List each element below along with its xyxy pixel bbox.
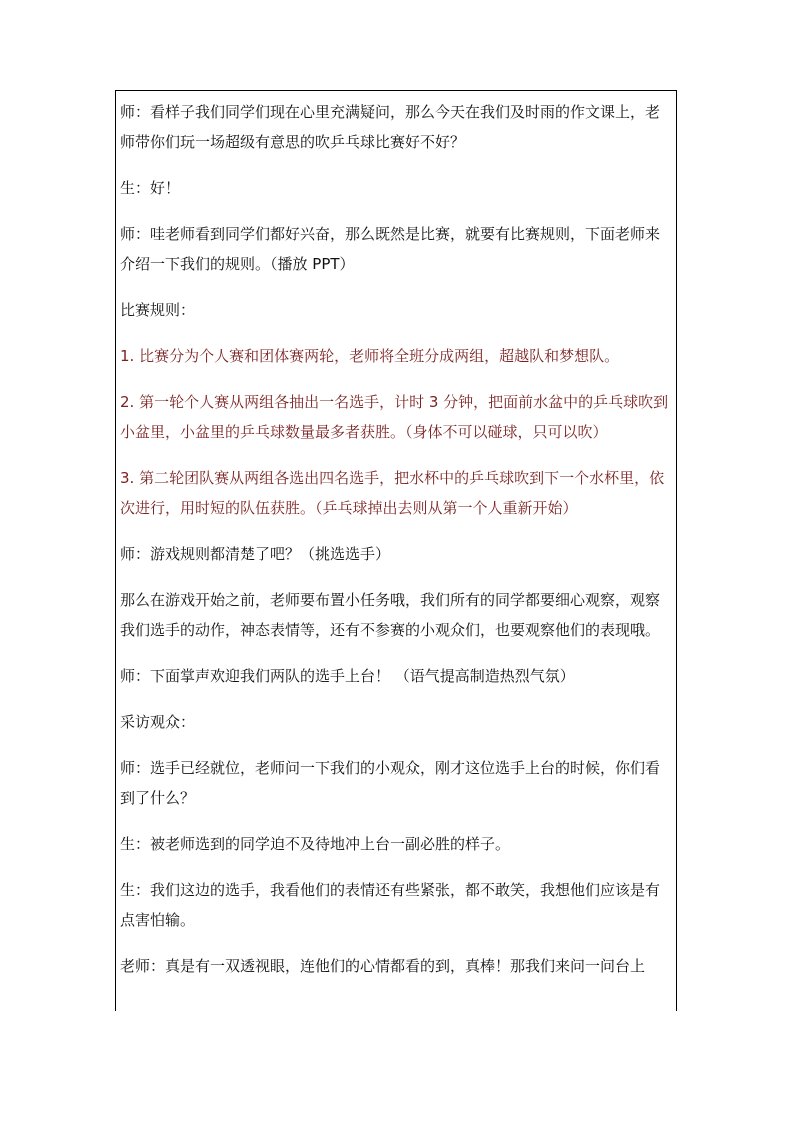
rule-item-3: 3. 第二轮团队赛从两组各选出四名选手，把水杯中的乒乓球吹到下一个水杯里，依次进行，用时短的队伍获胜。（乒乓球掉出去则从第一个人重新开始） (120, 469, 665, 517)
paragraph-13: 生：被老师选到的同学迫不及待地冲上台一副必胜的样子。 (120, 835, 511, 853)
paragraph-9: 那么在游戏开始之前，老师要布置小任务哦，我们所有的同学都要细心观察，观察我们选手的动作，神态表情等，还有不参赛的小观众们，也要观察他们的表现哦。 (120, 591, 661, 639)
paragraph-3: 师：哇老师看到同学们都好兴奋，那么既然是比赛，就要有比赛规则，下面老师来介绍一下我们的规则。（播放 PPT） (120, 225, 661, 273)
paragraph-14: 生：我们这边的选手，我看他们的表情还有些紧张，都不敢笑，我想他们应该是有点害怕输。 (120, 881, 661, 929)
rule-item-2: 2. 第一轮个人赛从两组各抽出一名选手，计时 3 分钟，把面前水盆中的乒乓球吹到小盆里，小盆里的乒乓球数量最多者获胜。（身体不可以碰球，只可以吹） (120, 393, 669, 441)
paragraph-15: 老师：真是有一双透视眼，连他们的心情都看的到，真棒！那我们来问一问台上 (120, 957, 646, 975)
paragraph-11: 采访观众： (120, 713, 196, 731)
paragraph-2: 生：好！ (120, 179, 181, 197)
paragraph-10: 师：下面掌声欢迎我们两队的选手上台！ （语气提高制造热烈气氛） (120, 667, 575, 685)
paragraph-12: 师：选手已经就位，老师问一下我们的小观众，刚才这位选手上台的时候，你们看到了什么？ (120, 759, 661, 807)
cell-content (120, 97, 674, 997)
paragraph-1: 师：看样子我们同学们现在心里充满疑问，那么今天在我们及时雨的作文课上，老师带你们玩一场超级有意思的吹乒乓球比赛好不好？ (120, 103, 661, 151)
paragraph-8: 师：游戏规则都清楚了吧？（挑选选手） (120, 545, 391, 563)
table-cell (115, 90, 677, 1011)
rule-item-1: 1. 比赛分为个人赛和团体赛两轮，老师将全班分成两组，超越队和梦想队。 (120, 347, 620, 365)
paragraph-4: 比赛规则： (120, 301, 196, 319)
